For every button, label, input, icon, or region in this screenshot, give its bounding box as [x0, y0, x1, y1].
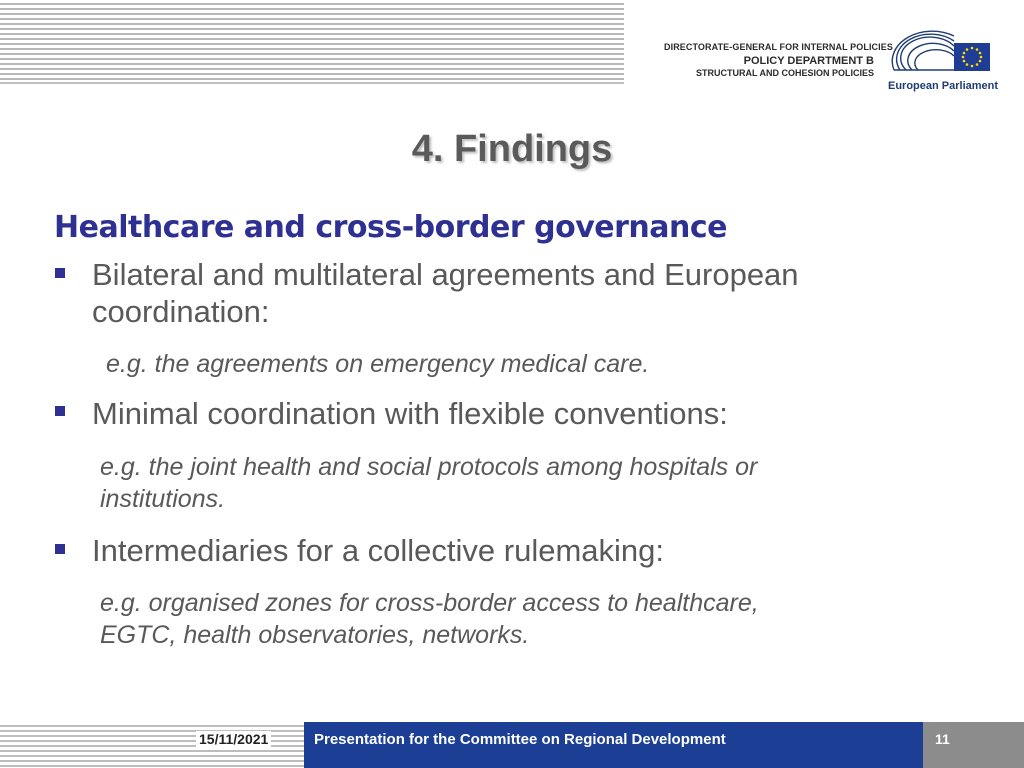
logo-caption: European Parliament [888, 80, 999, 92]
bullet-marker [55, 406, 65, 416]
footer-date: 15/11/2021 [196, 731, 271, 747]
policy-department-text: POLICY DEPARTMENT B [743, 55, 874, 67]
directorate-text: DIRECTORATE-GENERAL FOR INTERNAL POLICIES [664, 42, 893, 52]
slide-subtitle: Healthcare and cross-border governance [54, 210, 727, 245]
slide-title: 4. Findings [411, 128, 613, 170]
bullet-text: Minimal coordination with flexible conventions: [92, 396, 728, 431]
footer-presentation-title: Presentation for the Committee on Regional Development [314, 731, 726, 748]
structural-policies-text: STRUCTURAL AND COHESION POLICIES [695, 68, 874, 78]
page-number: 11 [935, 731, 950, 747]
example-text: EGTC, health observatories, networks. [100, 621, 530, 649]
bullet-text: Bilateral and multilateral agreements and European coordination: [92, 257, 799, 329]
example-text: institutions. [100, 485, 226, 513]
example-text: e.g. organised zones for cross-border access to healthcare, [100, 589, 759, 617]
example-text: e.g. the agreements on emergency medical care. [106, 350, 650, 378]
footer-page-box [923, 722, 1024, 768]
header-stripes [0, 0, 624, 84]
bullet-marker [55, 268, 65, 278]
footer-bar [304, 722, 923, 768]
bullet-text: Intermediaries for a collective rulemaking: [92, 533, 665, 568]
department-label [664, 42, 893, 78]
example-text: e.g. the joint health and social protocols among hospitals or [100, 453, 758, 481]
bullet-marker [55, 544, 65, 554]
